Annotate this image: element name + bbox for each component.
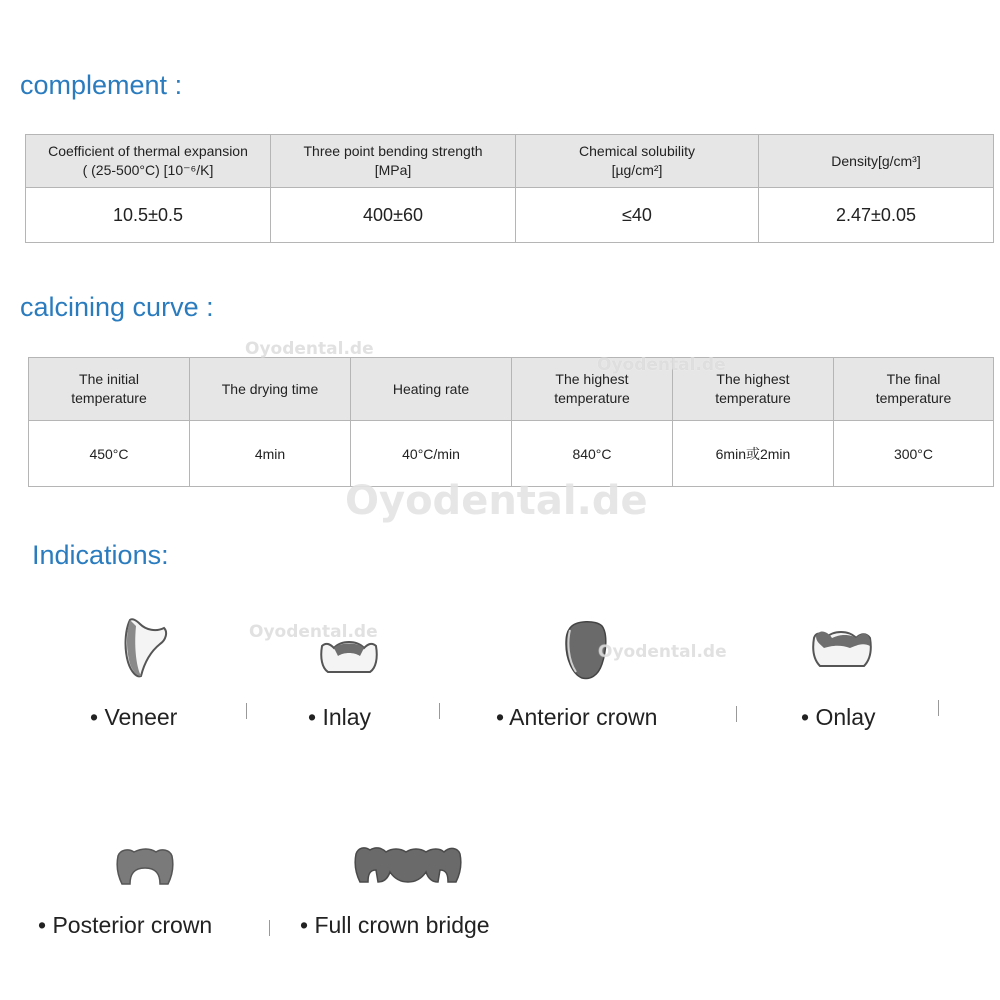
watermark: Oyodental.de <box>249 622 378 642</box>
calcining-title: calcining curve : <box>20 292 214 322</box>
header-initial-temperature: The initial temperature <box>29 358 190 421</box>
watermark: Oyodental.de <box>598 642 727 662</box>
header-drying-time: The drying time <box>190 358 351 421</box>
header-final-temperature: The final temperature <box>834 358 994 421</box>
indication-full-crown-bridge: • Full crown bridge <box>300 912 490 938</box>
watermark: Oyodental.de <box>245 339 374 359</box>
header-thermal-expansion: Coefficient of thermal expansion ( (25-500°C) [10⁻⁶/K] <box>26 135 271 188</box>
separator <box>938 700 939 716</box>
value-highest-temperature-hold: 6min或2min <box>673 421 834 487</box>
value-highest-temperature: 840°C <box>512 421 673 487</box>
indication-anterior-crown: • Anterior crown <box>496 704 658 730</box>
indication-onlay: • Onlay <box>801 704 876 730</box>
separator <box>736 706 737 722</box>
header-heating-rate: Heating rate <box>351 358 512 421</box>
indication-posterior-crown: • Posterior crown <box>38 912 213 938</box>
crown-bridge-icon <box>352 844 464 886</box>
watermark: Oyodental.de <box>597 355 726 375</box>
value-density: 2.47±0.05 <box>759 188 994 243</box>
onlay-tooth-icon <box>810 624 874 670</box>
value-drying-time: 4min <box>190 421 351 487</box>
header-bending-strength: Three point bending strength [MPa] <box>271 135 516 188</box>
separator <box>269 920 270 936</box>
value-chemical-solubility: ≤40 <box>516 188 759 243</box>
indication-veneer: • Veneer <box>90 704 178 730</box>
value-heating-rate: 40°C/min <box>351 421 512 487</box>
value-initial-temperature: 450°C <box>29 421 190 487</box>
header-highest-temperature: The highest temperature <box>512 358 673 421</box>
table-row <box>29 421 994 487</box>
table-header-row <box>29 358 994 421</box>
value-thermal-expansion: 10.5±0.5 <box>26 188 271 243</box>
complement-table <box>25 134 994 243</box>
value-bending-strength: 400±60 <box>271 188 516 243</box>
veneer-tooth-icon <box>120 616 172 680</box>
table-row <box>26 188 994 243</box>
indications-title: Indications: <box>32 540 169 570</box>
header-chemical-solubility: Chemical solubility [µg/cm²] <box>516 135 759 188</box>
separator <box>439 703 440 719</box>
anterior-crown-icon <box>562 618 610 682</box>
separator <box>246 703 247 719</box>
indication-inlay: • Inlay <box>308 704 372 730</box>
header-density: Density[g/cm³] <box>759 135 994 188</box>
inlay-tooth-icon <box>318 632 380 676</box>
value-final-temperature: 300°C <box>834 421 994 487</box>
header-highest-temperature-hold: The highest temperature <box>673 358 834 421</box>
watermark: Oyodental.de <box>345 478 648 524</box>
complement-title: complement : <box>20 70 183 100</box>
calcining-table <box>28 357 994 487</box>
table-header-row <box>26 135 994 188</box>
posterior-crown-icon <box>114 846 176 886</box>
